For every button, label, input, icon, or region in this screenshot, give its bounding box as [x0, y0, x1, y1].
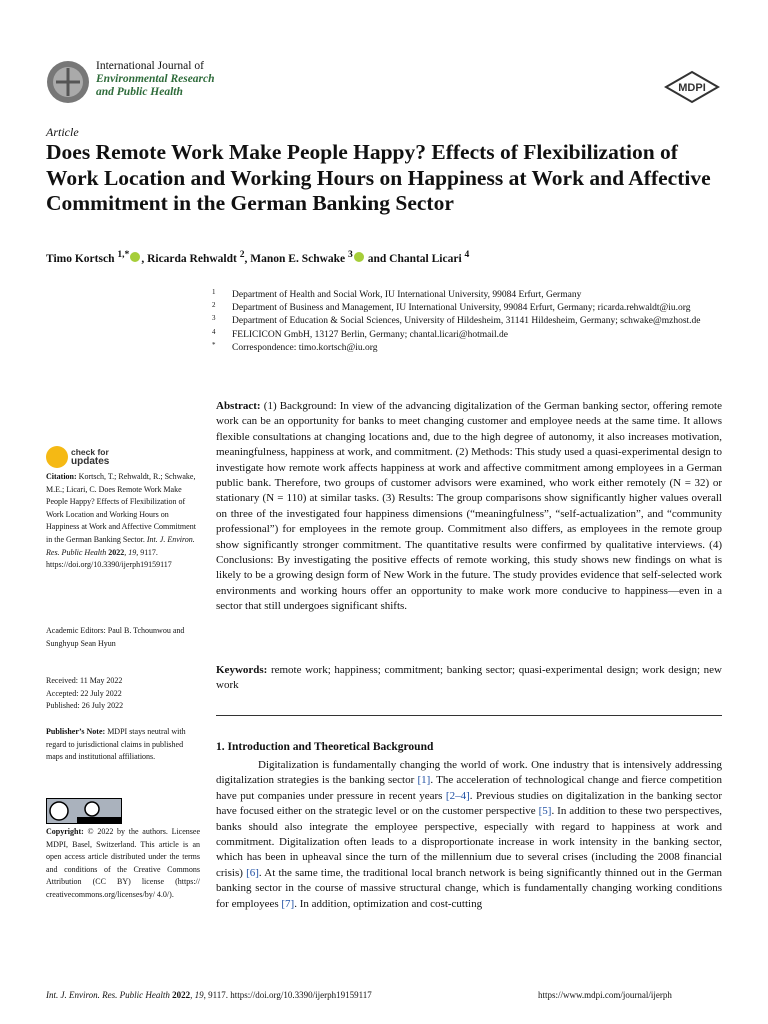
cc-by-license-icon[interactable]	[46, 798, 122, 824]
abstract	[216, 399, 722, 615]
citation-block	[46, 471, 200, 572]
journal-logo-icon	[46, 60, 90, 104]
journal-line2: Environmental Research	[96, 73, 215, 85]
keywords	[216, 663, 722, 694]
footer-citation	[46, 990, 372, 1000]
citation-link[interactable]: [7]	[281, 897, 295, 910]
check-for-updates-button[interactable]	[46, 446, 162, 470]
author-affil-sup: 3	[348, 249, 353, 260]
check-line2: updates	[71, 456, 110, 467]
copyright-text: © 2022 by the authors. Licensee MDPI, Basel, Switzerland. This article is an open access article distributed under the terms and conditions of the Creative Commons Attribution (CC BY) license (https:// creativecommons.org/licenses/by/ 4.0/).	[46, 827, 200, 899]
author-name[interactable]: , Manon E. Schwake	[244, 252, 346, 265]
academic-editors: Academic Editors: Paul B. Tchounwou and Sunghyup Sean Hyun	[46, 626, 185, 648]
affiliation-number: 3	[212, 314, 216, 323]
citation-link[interactable]: [6]	[246, 866, 259, 879]
publisher-note-label: Publisher’s Note:	[46, 727, 106, 736]
author-affil-sup: 2	[239, 249, 245, 260]
copyright-label: Copyright:	[46, 827, 84, 836]
check-updates-icon	[46, 446, 68, 468]
journal-line3: and Public Health	[96, 86, 183, 98]
affiliation-text: Department of Business and Management, IU International University, 99084 Erfurt, Germany; ricarda.rehwaldt@iu.org	[232, 303, 691, 314]
paragraph-text: Digitalization is fundamentally changing the world of work. One industry that is intensively addressing digitalization strategies is the banking sector	[216, 759, 722, 787]
affiliations	[212, 289, 712, 355]
section-divider	[216, 715, 722, 716]
paragraph-text: . Previous studies on digitalization in the banking sector have focused either on the strategic level or on the customer perspective	[216, 789, 722, 818]
orcid-icon[interactable]	[354, 252, 364, 262]
affiliation-number: *	[212, 340, 216, 349]
article-type: Article	[46, 125, 79, 139]
journal-line1: International Journal of	[96, 60, 204, 72]
paragraph-text: . At the same time, the traditional local branch network is being significantly thinned out in the German banking sector in the course of massive structural change, which is fundamentally changing working conditions for employees	[216, 866, 723, 910]
citation-year: 2022	[106, 547, 125, 557]
affiliation-item	[212, 302, 712, 315]
citation-journal: Int. J. Environ. Res. Public Health	[46, 534, 195, 557]
citation-link[interactable]: [2–4]	[445, 789, 470, 802]
journal-name	[96, 60, 215, 99]
publisher-note-text: MDPI stays neutral with regard to jurisdictional claims in published maps and institutional affiliations.	[46, 727, 186, 762]
footer-volume: , 19	[190, 990, 204, 1000]
correspondence-text: Correspondence: timo.kortsch@iu.org	[232, 342, 378, 353]
abstract-text: (1) Background: In view of the advancing digitalization of the German banking sector, offering remote work can be an opportunity for banks to meet changing customer and employee needs at the same time. It allows flexible consultations at changing locations and, due to the high degree of autonomy, it also increases motivation, meaningfulness, happiness at work, and commitment. (2) Methods: This study used a quasi-experimental design to investigate how remote work affects happiness at work and affective commitment among employees in a German public bank. Therefore, two groups of customer advisors were examined, who work either remotely (N = 32) or stationary (N = 110) at similar tasks. (3) Results: The group comparisons show significantly higher values overall on three of the investigated four happiness dimensions (“meaningfulness”, “self-actualization”, and “community professional”) for employees in the remote group. Commitment also differs, as employees in the remote group show significantly stronger commitment. The quantitative results were confirmed by qualitative interviews. (4) Conclusions: By investigating the positive effects of remote working, this study shows new findings on what is likely to be a growing design form of New Work in the future. The study provides evidence that self-selected work environments and working hours offer an opportunity to make work more conducive to happiness—even in a sector that still undergoes significant shifts.	[216, 400, 722, 613]
affiliation-item	[212, 315, 712, 328]
affiliation-text: FELICICON GmbH, 13127 Berlin, Germany; chantal.licari@hotmail.de	[232, 329, 509, 340]
paragraph-text: . In addition, optimization and cost-cutting	[294, 897, 483, 910]
citation-volume: , 19	[124, 547, 137, 557]
affiliation-text: Department of Health and Social Work, IU International University, 99084 Erfurt, Germany	[232, 290, 582, 300]
citation-label: Citation:	[46, 472, 77, 481]
received-date: Received: 11 May 2022	[46, 676, 123, 685]
footer-journal: Int. J. Environ. Res. Public Health	[46, 990, 170, 1000]
paragraph-text: . In addition to these two perspectives, banks should also integrate the employee perspective, especially with regard to happiness at work and commitment. Digitalization often leads to a disproportionate increase in work intensity in the banking sector, which has been in upheaval since the turn of the millennium due to several crises (including the 2008 financial crisis)	[216, 805, 722, 879]
citation-link[interactable]: [5]	[538, 805, 552, 818]
footer-year: 2022	[169, 990, 191, 1000]
author-name[interactable]: Timo Kortsch	[46, 252, 115, 265]
check-line1: check for	[71, 447, 109, 457]
copyright-notice	[46, 826, 200, 902]
article-title: Does Remote Work Make People Happy? Effects of Flexibilization of Work Location and Working Hours on Happiness at Work and Affective Commitment in the German Banking Sector	[46, 140, 711, 215]
keywords-label: Keywords:	[216, 664, 268, 676]
mdpi-logo-text: MDPI	[678, 82, 706, 94]
affiliation-number: 2	[212, 301, 216, 310]
accepted-date: Accepted: 22 July 2022	[46, 688, 122, 698]
intro-paragraph	[216, 758, 722, 912]
author-list	[46, 249, 469, 265]
footer-doi[interactable]: , 9117. https://doi.org/10.3390/ijerph19159117	[203, 990, 372, 1000]
affiliation-number: 1	[212, 288, 216, 296]
affiliation-item	[212, 329, 712, 342]
affiliation-item	[212, 289, 712, 302]
author-name[interactable]: , Ricarda Rehwaldt	[141, 252, 237, 265]
author-affil-sup: 1,*	[117, 249, 130, 260]
section-heading: 1. Introduction and Theoretical Background	[216, 741, 434, 753]
citation-text: Kortsch, T.; Rehwaldt, R.; Schwake, M.E.; Licari, C. Does Remote Work Make People Happy? Effects of Flexibilization of Work Location and Working Hours on Happiness at Work and Affective Commitment in the German Banking Sector.	[46, 472, 196, 544]
mdpi-logo-icon	[664, 70, 720, 104]
keywords-text: remote work; happiness; commitment; banking sector; quasi-experimental design; work design; new work	[216, 664, 722, 692]
affiliation-text: Department of Education & Social Sciences, University of Hildesheim, 31141 Hildesheim, Germany; schwake@mzhost.de	[232, 316, 701, 327]
publication-dates	[46, 675, 200, 713]
orcid-icon[interactable]	[130, 252, 140, 262]
citation-doi[interactable]: , 9117. https://doi.org/10.3390/ijerph19159117	[46, 547, 172, 570]
affiliation-item	[212, 342, 712, 355]
citation-link[interactable]: [1]	[417, 774, 431, 787]
affiliation-number: 4	[212, 327, 216, 336]
published-date: Published: 26 July 2022	[46, 701, 124, 711]
footer-journal-url[interactable]: https://www.mdpi.com/journal/ijerph	[538, 990, 672, 1000]
author-affil-sup: 4	[464, 249, 470, 260]
abstract-label: Abstract:	[216, 400, 261, 412]
check-updates-text	[71, 447, 109, 467]
author-name[interactable]: and Chantal Licari	[364, 252, 462, 265]
publisher-note	[46, 726, 200, 764]
paragraph-text: . The acceleration of technological change and fierce competition have put companies under pressure in recent years	[216, 774, 722, 802]
